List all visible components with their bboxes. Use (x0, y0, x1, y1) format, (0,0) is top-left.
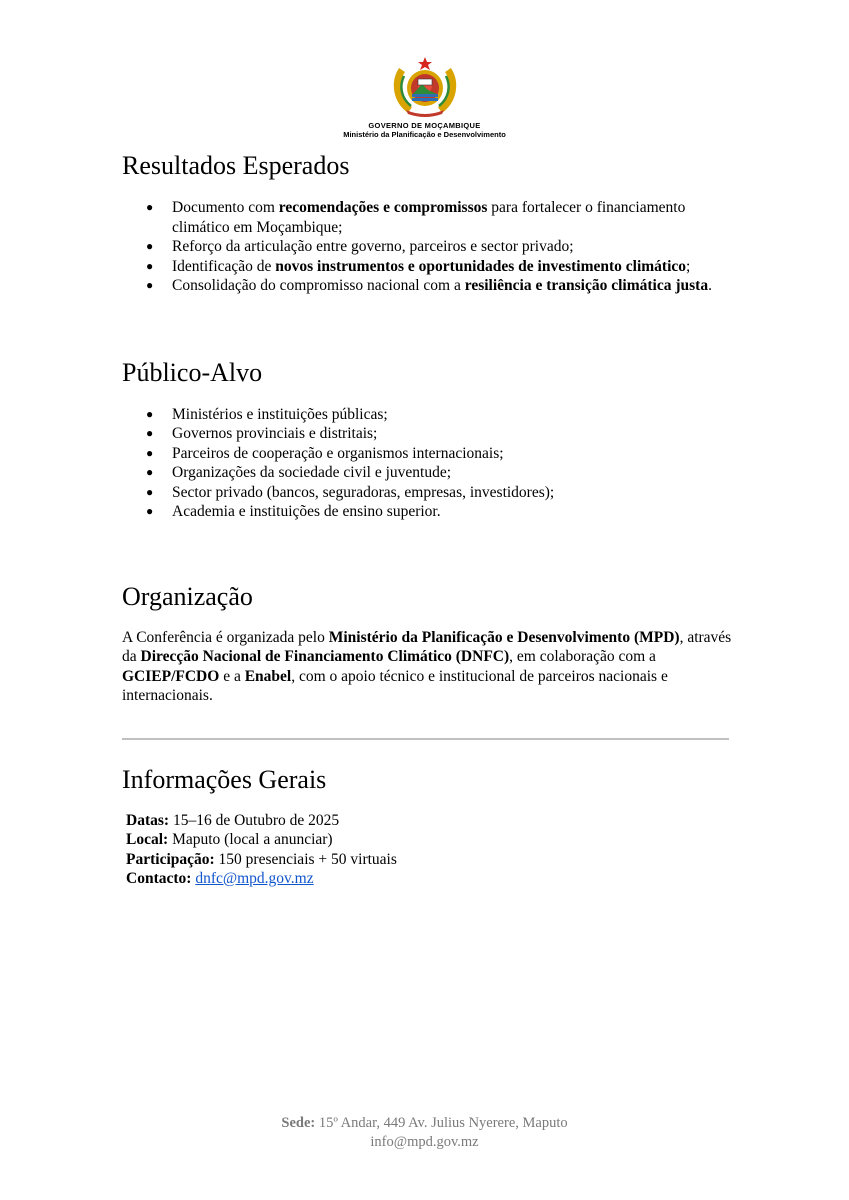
location-row (126, 830, 732, 850)
bullet-icon: ● (146, 258, 154, 273)
list-item (122, 463, 732, 483)
bullet-icon: ● (146, 465, 154, 479)
participation-row (126, 850, 732, 870)
contact-row (126, 869, 732, 889)
list-item (122, 276, 732, 296)
contact-label: Contacto: (126, 870, 192, 887)
government-name: GOVERNO DE MOÇAMBIQUE (368, 121, 481, 130)
item-text: ; (686, 257, 691, 275)
list-item (122, 237, 732, 257)
dates-value: 15–16 de Outubro de 2025 (169, 811, 340, 829)
enabel-bold: Enabel (244, 667, 292, 685)
participation-label: Participação: (126, 850, 215, 868)
text: , com o apoio técnico e institucional de parceiros nacionais e internacionais. (122, 667, 668, 704)
location-value: Maputo (local a anunciar) (168, 831, 333, 848)
bullet-icon: ● (146, 504, 154, 518)
mozambique-coat-of-arms-icon (392, 56, 458, 118)
text: , através da (122, 628, 732, 665)
dates-label: Datas: (126, 811, 170, 829)
text: e a (219, 667, 245, 685)
item-text: Organizações da sociedade civil e juventude; (172, 464, 452, 481)
bullet-icon: ● (146, 239, 154, 253)
item-text: Academia e instituições de ensino superior. (172, 503, 441, 520)
text: , em colaboração com a (509, 648, 656, 665)
ministry-bold: Ministério da Planificação e Desenvolvimento (MPD) (328, 628, 680, 646)
item-text: Consolidação do compromisso nacional com a (172, 277, 465, 294)
item-text: para fortalecer o financiamento climático em Moçambique; (172, 199, 686, 236)
item-bold-text: recomendações e compromissos (278, 199, 488, 216)
audience-heading: Público-Alvo (122, 357, 263, 387)
bullet-icon: ● (146, 426, 154, 440)
item-bold-text: novos instrumentos e oportunidades de investimento climático (275, 257, 687, 275)
list-item (122, 444, 732, 464)
ministry-name: Ministério da Planificação e Desenvolvimento (343, 130, 506, 139)
bullet-icon: ● (146, 445, 154, 460)
list-item (122, 483, 732, 503)
item-text: Documento com (172, 199, 279, 216)
item-text: Ministérios e instituições públicas; (172, 405, 388, 423)
dnfc-bold: Direcção Nacional de Financiamento Climático (DNFC) (140, 648, 510, 665)
section-divider (122, 738, 729, 740)
item-text: Reforço da articulação entre governo, parceiros e sector privado; (172, 238, 574, 255)
info-block (122, 811, 732, 889)
footer-label: Sede: (281, 1115, 316, 1131)
info-heading: Informações Gerais (122, 764, 327, 794)
item-text: Governos provinciais e distritais; (172, 425, 378, 442)
contact-email-link[interactable]: dnfc@mpd.gov.mz (195, 870, 314, 887)
bullet-icon: ● (146, 406, 154, 421)
participation-value: 150 presenciais + 50 virtuais (214, 850, 397, 868)
location-label: Local: (126, 831, 169, 848)
text: A Conferência é organizada pelo (122, 628, 329, 646)
dates-row (126, 811, 732, 831)
bullet-icon: ● (146, 278, 154, 292)
item-text: Sector privado (bancos, seguradoras, empresas, investidores); (172, 483, 555, 501)
organization-heading: Organização (122, 581, 253, 611)
item-text: Parceiros de cooperação e organismos internacionais; (172, 444, 504, 462)
list-item (122, 424, 732, 444)
list-item (122, 502, 732, 522)
footer-email: info@mpd.gov.mz (370, 1134, 479, 1150)
document-footer (0, 1114, 849, 1152)
document-header (0, 56, 849, 139)
organization-paragraph (122, 628, 732, 706)
item-text: Identificação de (172, 257, 276, 275)
item-bold-text: resiliência e transição climática justa (464, 277, 709, 294)
gciep-bold: GCIEP/FCDO (122, 667, 220, 685)
list-item (122, 257, 732, 277)
bullet-icon: ● (146, 484, 154, 499)
item-text: . (708, 277, 712, 294)
list-item (122, 198, 732, 237)
bullet-icon: ● (146, 200, 154, 214)
footer-address-text: 15º Andar, 449 Av. Julius Nyerere, Maputo (315, 1115, 568, 1131)
results-list (122, 198, 732, 296)
audience-list (122, 405, 732, 522)
results-heading: Resultados Esperados (122, 151, 350, 180)
list-item (122, 405, 732, 425)
document-body (122, 150, 732, 889)
footer-address (0, 1114, 849, 1133)
